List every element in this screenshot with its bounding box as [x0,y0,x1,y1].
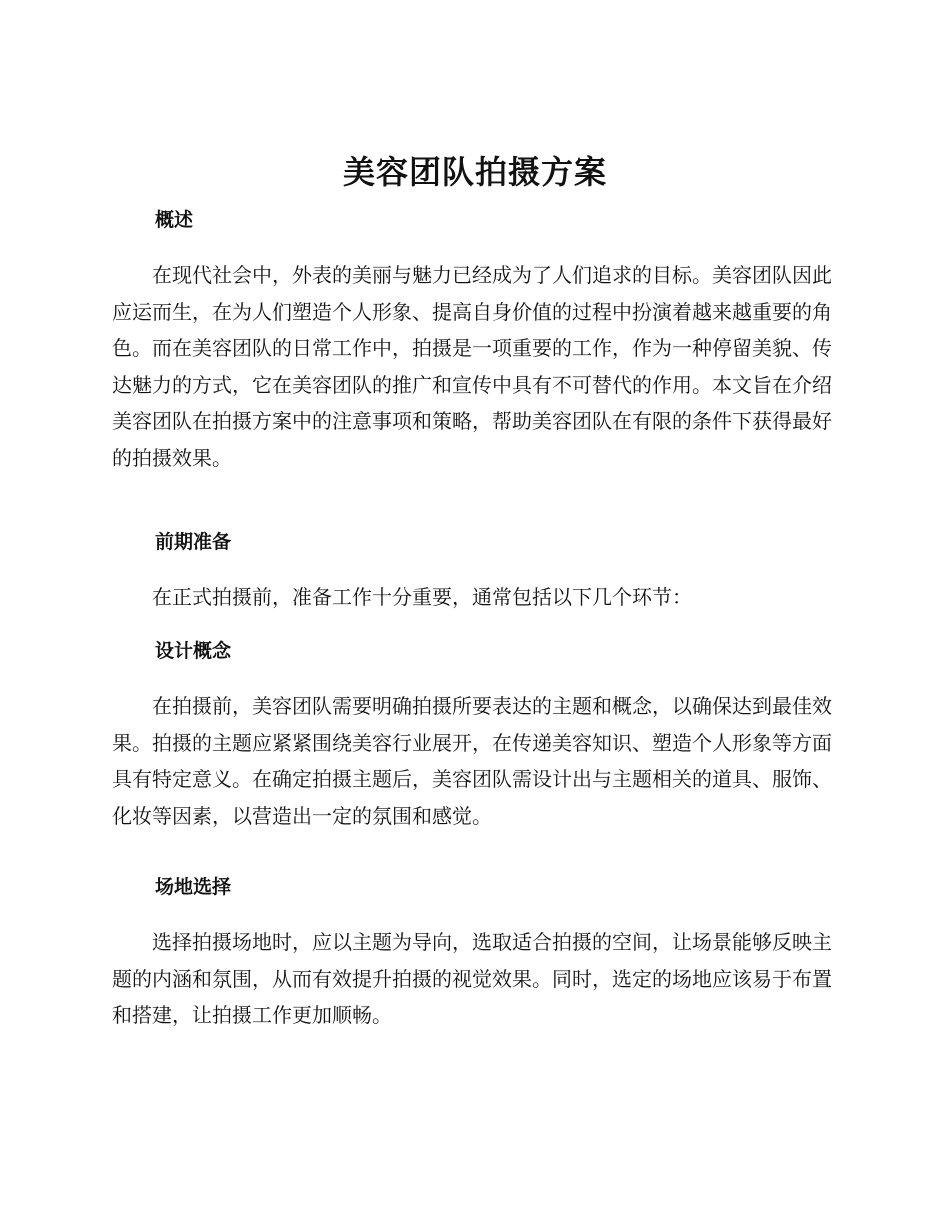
section-heading-venue-selection: 场地选择 [155,876,232,898]
section-heading-design-concept: 设计概念 [155,640,232,662]
section-heading-preparation: 前期准备 [155,531,232,553]
document-title: 美容团队拍摄方案 [342,153,607,191]
section-heading-overview: 概述 [155,209,194,231]
section-paragraph-preparation: 在正式拍摄前，准备工作十分重要，通常包括以下几个环节： [152,585,692,609]
section-paragraph-overview: 在现代社会中，外表的美丽与魅力已经成为了人们追求的目标。美容团队因此应运而生，在为人们塑造个人形象、提高自身价值的过程中扮演着越来越重要的角色。而在美容团队的日常工作中，拍摄是一项重要的工作，作为一种停留美貌、传达魅力的方式，它在美容团队的推广和宣传中具有不可替代的作用。本文旨在介绍美容团队在拍摄方案中的注意事项和策略，帮助美容团队在有限的条件下获得最好的拍摄效果。 [112,263,832,470]
section-paragraph-venue-selection: 选择拍摄场地时，应以主题为导向，选取适合拍摄的空间，让场景能够反映主题的内涵和氛围，从而有效提升拍摄的视觉效果。同时，选定的场地应该易于布置和搭建，让拍摄工作更加顺畅。 [112,930,832,1027]
section-paragraph-design-concept: 在拍摄前，美容团队需要明确拍摄所要表达的主题和概念，以确保达到最佳效果。拍摄的主题应紧紧围绕美容行业展开，在传递美容知识、塑造个人形象等方面具有特定意义。在确定拍摄主题后，美容团队需设计出与主题相关的道具、服饰、化妆等因素，以营造出一定的氛围和感觉。 [112,694,832,828]
